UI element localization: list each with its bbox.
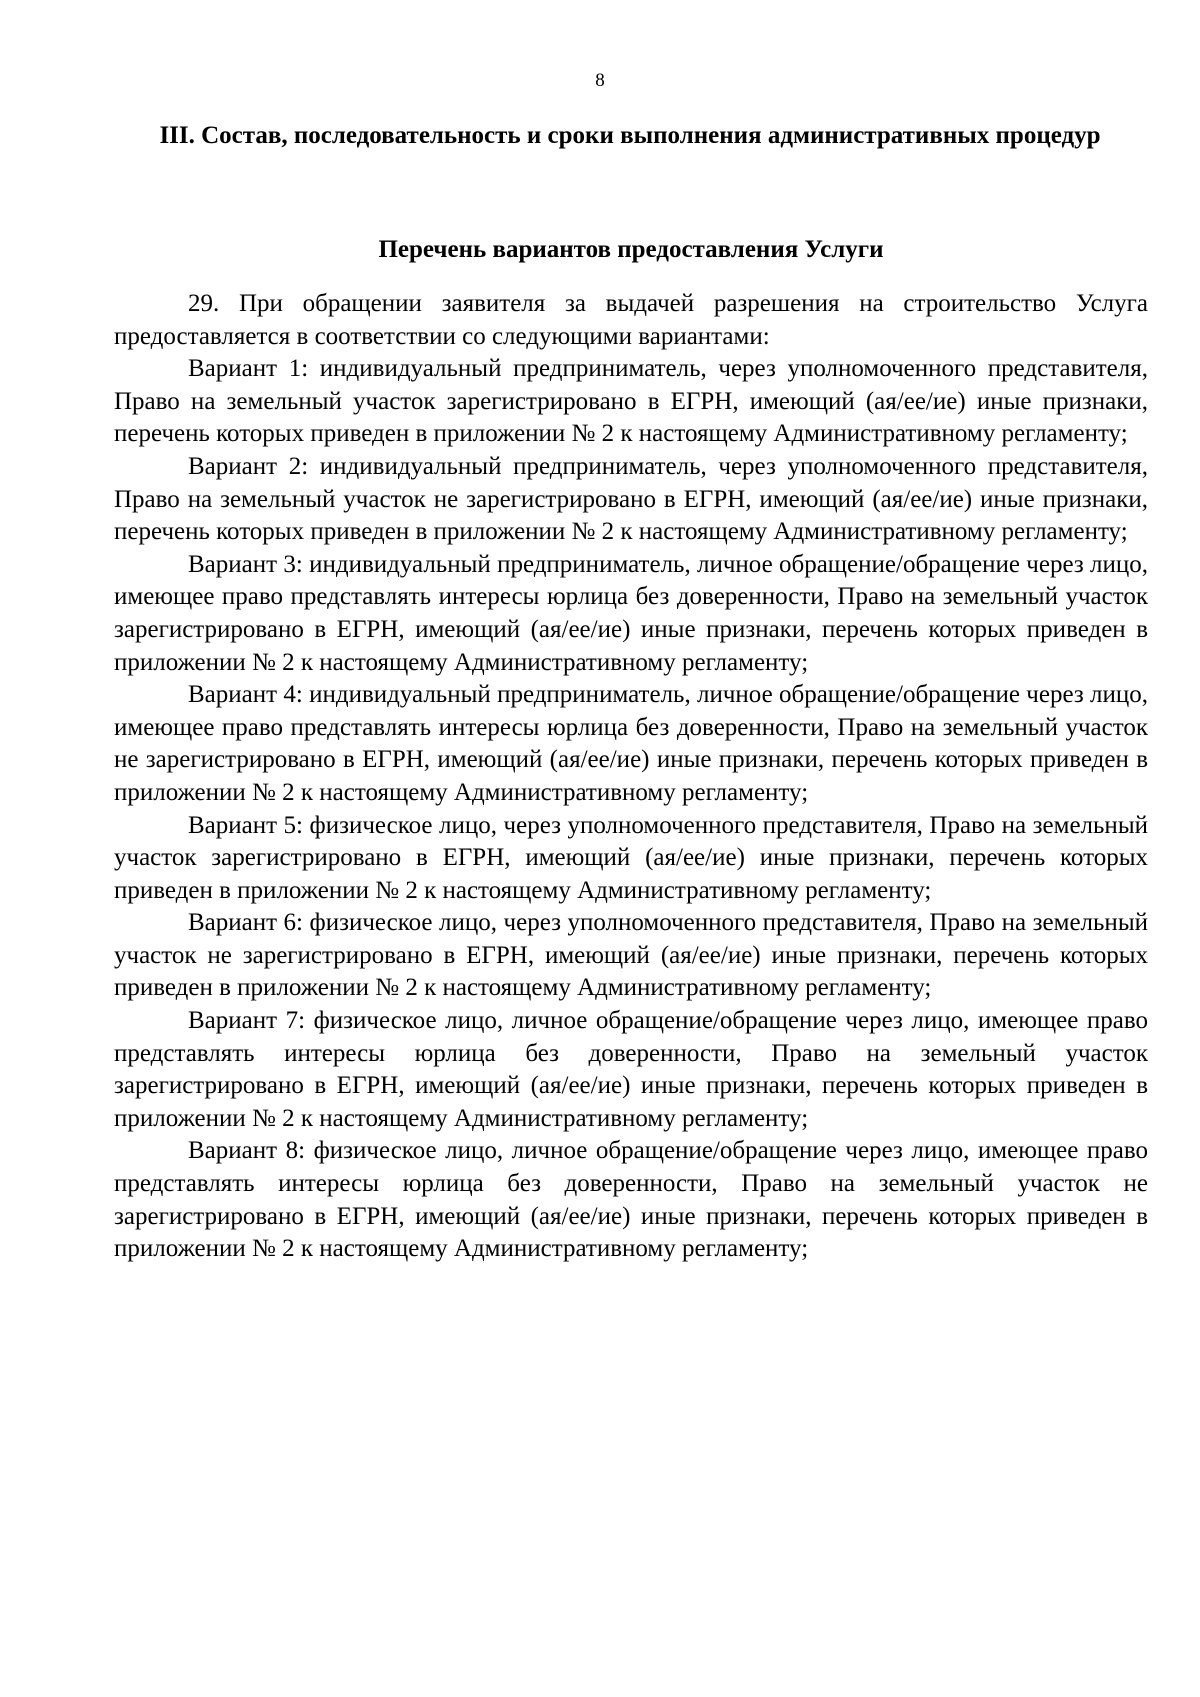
paragraph-variant-1: Вариант 1: индивидуальный предприниматель, через уполномоченного представителя, Право на земельный участок зарегистрировано в ЕГРН, имеющий (ая/ее/ие) иные признаки, перечень которых приведен в приложении № 2 к настоящему Административному регламенту; (114, 355, 1148, 448)
paragraph-variant-4: Вариант 4: индивидуальный предприниматель, личное обращение/обращение через лицо, имеющее право представлять интересы юрлица без доверенности, Право на земельный участок не зарегистрировано в ЕГРН, имеющий (ая/ее/ие) иные признаки, перечень которых приведен в приложении № 2 к настоящему Административному регламенту; (114, 681, 1148, 806)
body-text (114, 288, 1148, 1266)
subsection-title: Перечень вариантов предоставления Услуги (378, 236, 884, 263)
paragraph-variant-6: Вариант 6: физическое лицо, через уполномоченного представителя, Право на земельный участок не зарегистрировано в ЕГРН, имеющий (ая/ее/ие) иные признаки, перечень которых приведен в приложении № 2 к настоящему Административному регламенту; (114, 909, 1148, 1002)
section-title: III. Состав, последовательность и сроки выполнения административных процедур (159, 122, 1101, 149)
paragraph-variant-8: Вариант 8: физическое лицо, личное обращение/обращение через лицо, имеющее право представлять интересы юрлица без доверенности, Право на земельный участок не зарегистрировано в ЕГРН, имеющий (ая/ее/ие) иные признаки, перечень которых приведен в приложении № 2 к настоящему Административному регламенту; (114, 1137, 1148, 1263)
paragraph-variant-2: Вариант 2: индивидуальный предприниматель, через уполномоченного представителя, Право на земельный участок не зарегистрировано в ЕГРН, имеющий (ая/ее/ие) иные признаки, перечень которых приведен в приложении № 2 к настоящему Административному регламенту; (114, 452, 1148, 546)
paragraph-variant-3: Вариант 3: индивидуальный предприниматель, личное обращение/обращение через лицо, имеющее право представлять интересы юрлица без доверенности, Право на земельный участок зарегистрировано в ЕГРН, имеющий (ая/ее/ие) иные признаки, перечень которых приведен в приложении № 2 к настоящему Административному регламенту; (114, 550, 1148, 676)
paragraph-variant-5: Вариант 5: физическое лицо, через уполномоченного представителя, Право на земельный участок зарегистрировано в ЕГРН, имеющий (ая/ее/ие) иные признаки, перечень которых приведен в приложении № 2 к настоящему Административному регламенту; (114, 811, 1148, 904)
page-number: 8 (595, 70, 605, 91)
paragraph-variant-7: Вариант 7: физическое лицо, личное обращение/обращение через лицо, имеющее право представлять интересы юрлица без доверенности, Право на земельный участок зарегистрировано в ЕГРН, имеющий (ая/ее/ие) иные признаки, перечень которых приведен в приложении № 2 к настоящему Административному регламенту; (114, 1007, 1148, 1132)
paragraph-intro: 29. При обращении заявителя за выдачей разрешения на строительство Услуга предоставляется в соответствии со следующими вариантами: (114, 290, 1148, 350)
